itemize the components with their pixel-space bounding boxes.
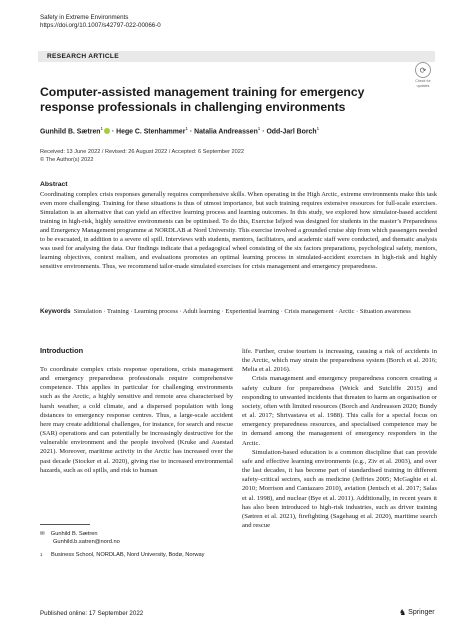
abstract-text: Coordinating complex crisis responses generally requires comprehensive skills. When operating in the High Arctic, extreme environments make this task even more challenging. Training for these situations is thus of utmost importance, but such training requires extensive resources for full-scale exercises. Simulation is an alternative that can yield an effective learning process and learning outcomes. In this study, we explored how simulator-based accident training in high-risk, highly sensitive environments can be optimised. To do this, Exercise Isfjord was designed for students in the master’s Preparedness and Emergency Management programme at NORDLAB at Nord University. This exercise involved a grounded cruise ship from which passengers needed to be evacuated, in addition to a severe oil spill. Interviews with students, mentors, facilitators, and academic staff were conducted, and thematic analysis was used for analysing the data. Our findings indicate that a pedagogical wheel consisting of the six factors preparations, psychological safety, mentors, learning objectives, context realism, and evaluations promotes an optimal learning process in simulated-accident exercises in high-risk and highly sensitive environments. Thus, we recommend tailor-made simulated exercises for crisis management and emergency preparedness. [40,191,437,271]
springer-horse-icon: ♞ [399,608,407,617]
check-for-updates-badge[interactable] [411,62,435,88]
journal-name: Safety in Extreme Environments [40,14,129,21]
corresponding-author [40,530,120,546]
paragraph: To coordinate complex crisis response operations, crisis management and emergency preparedness professionals require comprehensive competence. This applies in particular for challenging environments such as the Arctic, a highly sensitive and remote area characterised by harsh weather, a cold climate, and a dispersed population with long distances to emergency response centres. Thus, a large-scale accident here may create additional challenges, for instance, for search and rescue (SAR) operations and can potentially be increasingly destructive for the vulnerable environment and the people involved (Kruke and Auestad 2021). Moreover, maritime activity in the Arctic has increased over the past decade (Stocker et al. 2020), giving rise to increased environmental hazards, such as oil spills, and risk to human [40,366,233,474]
affiliation [40,551,230,559]
paragraph: Crisis management and emergency preparedness concern creating a safety culture for preparedness (Weick and Sutcliffe 2015) and responding to unwanted incidents that threaten to harm an organisation or society, often with limited resources (Borch and Andreassen 2020; Bundy et al. 2017; Shrivastava et al. 1988). This calls for a special focus on emergency preparedness resources, and specialised competence may be in demand among the management of emergency responders in the Arctic. [242,375,437,447]
author-name[interactable]: Hege C. Stenhammer [116,128,186,136]
paragraph: life. Further, cruise tourism is increasing, causing a risk of accidents in the Arctic, which may strain the preparedness system (Borch et al. 2016; Melia et al. 2016). [242,348,437,374]
abstract-heading: Abstract [40,181,68,188]
affil-number: 1 [40,552,43,557]
affil-text: Business School, NORDLAB, Nord University, Bodø, Norway [51,552,205,558]
text-column-right [242,347,437,530]
section-heading-introduction: Introduction [40,346,84,355]
author-name[interactable]: Natalia Andreassen [194,128,258,136]
keywords-text: Simulation · Training · Learning process · Adult learning · Experiential learning · Crisis management · Arctic · Situation awareness [73,308,411,315]
footnote-divider [40,524,90,525]
keywords [40,307,437,316]
author-name[interactable]: Odd-Jarl Borch [266,128,317,136]
publisher-name: Springer [408,609,435,616]
author-name[interactable]: Gunhild B. Sætren [40,128,101,136]
article-title: Computer-assisted management training for emergency response professionals in challenging environments [40,85,365,114]
published-date: Published online: 17 September 2022 [40,610,144,617]
article-type-banner: RESEARCH ARTICLE [38,51,435,62]
corr-name: Gunhild B. Sætren [50,531,98,537]
corr-email[interactable]: Gunhild.b.satren@nord.no [53,539,120,545]
paragraph: Simulation-based education is a common discipline that can provide safe and effective learning environments (e.g., Ziv et al. 2003), and over the last decades, it has become part of standardised training in different safety–critical sectors, such as medicine (Jeffries 2005; McGaghie et al. 2010; Morrison and Cantazaro 2010), aviation (Jentsch et al. 2017; Salas et al. 1998), and nuclear (Bye et al. 2011). Additionally, in recent years it has also been introduced to high-risk industries, such as driver training (Sætren et al. 2021), firefighting (Sagehaug et al. 2020), maritime search and rescue [242,448,437,529]
orcid-icon[interactable] [104,128,110,134]
badge-line-2: updates [416,84,430,88]
check-updates-icon: ⟳ [415,62,431,78]
text-column-left [40,365,233,475]
journal-header [40,14,161,30]
keywords-label: Keywords [40,308,71,315]
publisher-logo [399,608,435,617]
envelope-icon: ✉ [40,531,45,537]
article-dates [40,149,244,164]
copyright: © The Author(s) 2022 [40,156,94,163]
history-dates: Received: 13 June 2022 / Revised: 26 August 2022 / Accepted: 6 September 2022 [40,149,245,155]
doi-link[interactable]: https://doi.org/10.1007/s42797-022-00066-0 [40,22,161,29]
author-list: Gunhild B. Sætren$^1$ · Hege C. Stenhammer$^1$ · Natalia Andreassen$^1$ · Odd-Jarl Borch$^1$ [40,126,320,136]
badge-line-1: Check for [415,79,431,83]
